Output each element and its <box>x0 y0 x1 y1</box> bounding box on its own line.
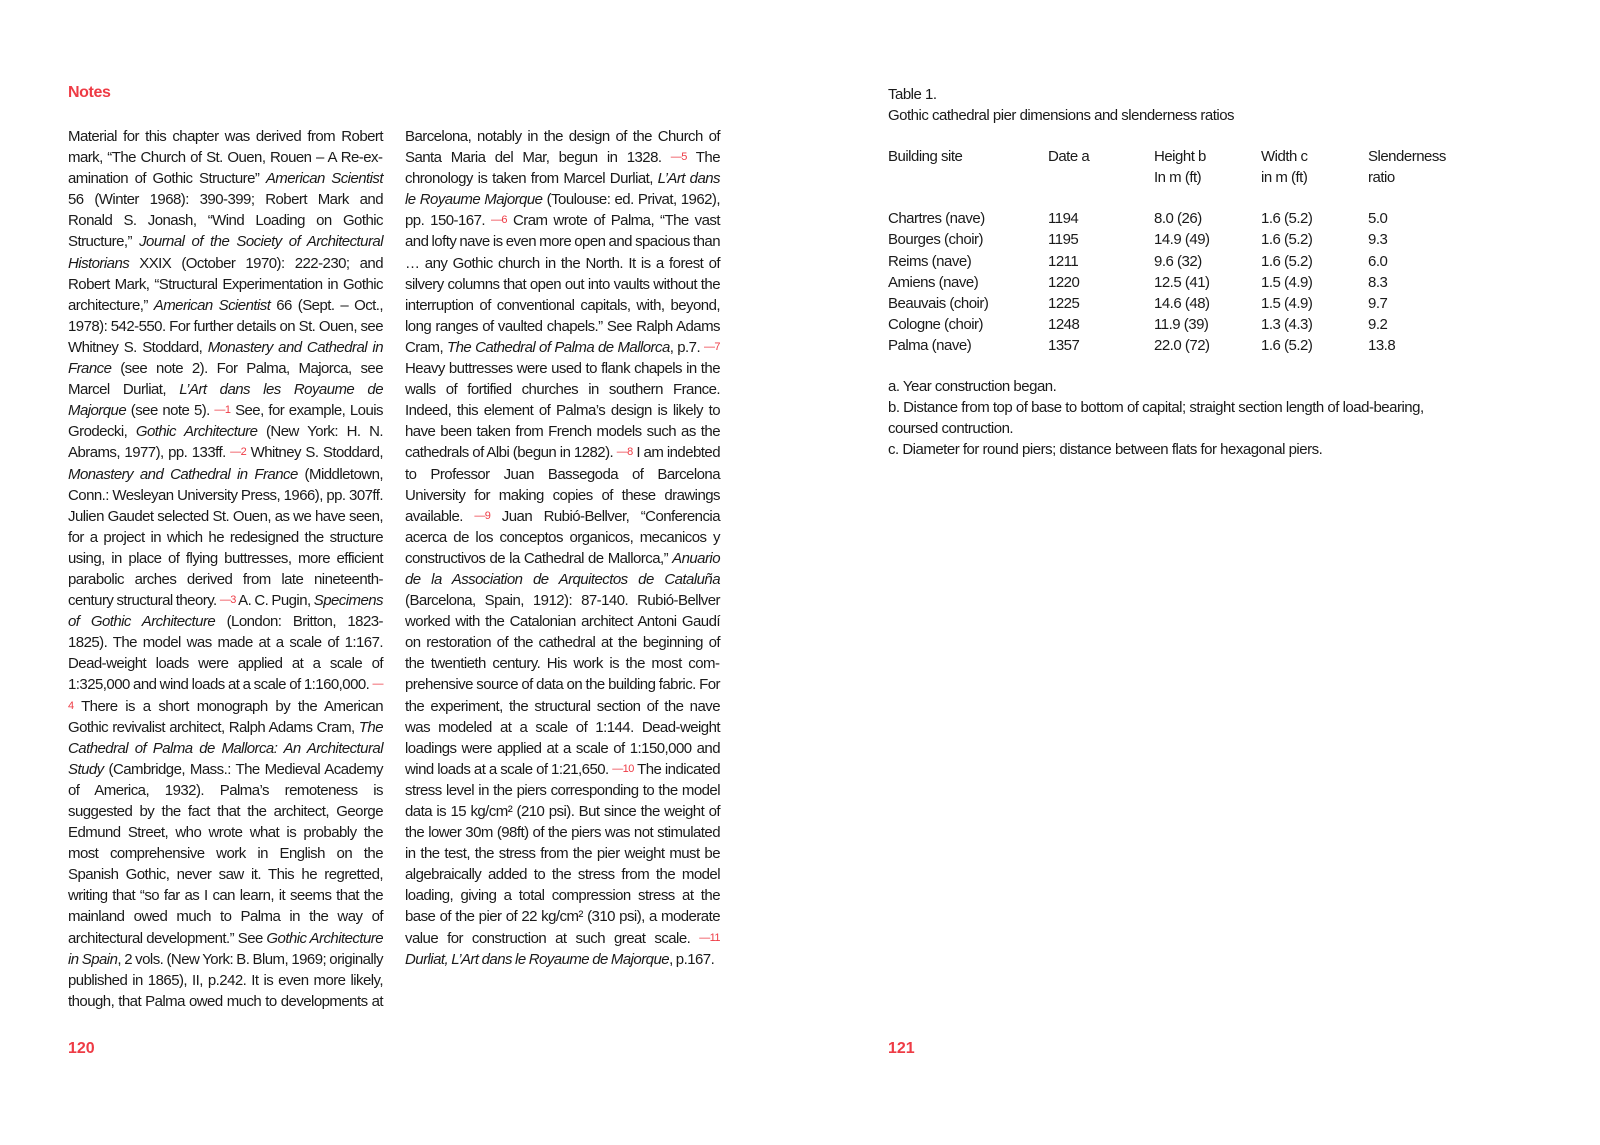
table-footnote: c. Diameter for round piers; distance between flats for hexagonal piers. <box>888 441 1323 459</box>
column-header: in m (ft) <box>1261 169 1308 187</box>
note-text: I am indebted to Professor Juan Bassegoda of Barcelona University for making copies of these drawings available. <box>405 444 720 525</box>
table-cell: 1194 <box>1048 210 1079 228</box>
table-footnote: b. Distance from top of base to bottom of capital; straight section length of load-bearing, coursed contruction. <box>888 399 1424 438</box>
italic-title: The Cathedral of Palma de Mallorca: An Architectural Study <box>68 718 383 778</box>
italic-title: Anuario de la Association de Arquitectos de Cataluña <box>405 549 720 588</box>
table-header-row <box>888 167 1458 208</box>
note-text: (see note 5). <box>126 402 215 420</box>
note-marker: —7 <box>703 340 720 353</box>
italic-title: Monastery and Cathedral in France <box>68 465 298 483</box>
table-cell: Cologne (choir) <box>888 315 984 333</box>
column-header <box>888 167 1048 208</box>
italic-title: American Scientist <box>265 170 384 188</box>
table-cell: 1225 <box>1048 294 1080 312</box>
column-header: Slenderness <box>1368 148 1446 166</box>
table-cell: 1.6 (5.2) <box>1261 252 1313 270</box>
note-text: (see note 2). For Palma, Majorca, see Marcel Durliat, <box>68 360 383 399</box>
table-cell: Amiens (nave) <box>888 273 979 291</box>
italic-title: Specimens of Gothic Architecture <box>68 592 383 631</box>
column-header: Height b <box>1154 148 1206 166</box>
italic-title: Monastery and Cathedral in France <box>68 338 383 378</box>
table-cell: 12.5 (41) <box>1154 273 1210 291</box>
table-cell: 11.9 (39) <box>1154 315 1209 333</box>
table-cell: 9.3 <box>1368 231 1388 249</box>
table-label: Table 1. <box>888 86 937 103</box>
table-cell: 1.6 (5.2) <box>1261 336 1313 354</box>
note-text: The indicated stress level in the piers corresponding to the model data is 15 kg/cm² (210 psi). But since the weight of the lower 30m (98ft) of the piers was not stimulated in the test, the stress from the pier weight must be algebraically added to the stress from the model loading, giving a total compression stress at the base of the pier of 22 kg/cm² (310 psi), a moderate value for construction at such great scale. <box>405 760 720 947</box>
table-cell: 9.2 <box>1368 315 1388 333</box>
note-text: (Cambridge, Mass.: The Medieval Academy of America, 1932). Palma’s remoteness is suggested by the fact that the architect, George Edmund Street, who wrote what is probably the most comprehensive work in English on the Spanish Gothic, never saw it. This he regretted, writing that “so far as I can learn, it seems that the mainland owed much to Palma in the way of architectural development.” See <box>68 760 383 947</box>
pier-table <box>888 146 1458 356</box>
column-header <box>1048 167 1154 208</box>
column-header: Width c <box>1261 148 1308 166</box>
column-header: ratio <box>1368 169 1395 187</box>
table-cell: 13.8 <box>1368 336 1396 354</box>
table-cell: 1.3 (4.3) <box>1261 315 1313 333</box>
note-text: (New York: H. N. Abrams, 1977), pp. 133ff. <box>68 423 383 462</box>
table-cell: 14.9 (49) <box>1154 231 1210 249</box>
note-marker: —3 <box>219 594 236 607</box>
italic-title: American Scientist <box>153 296 271 314</box>
note-text: (London: Britton, 1823- 1825). The model was made at a scale of 1:167. Dead-weight loads were applied at a scale of 1:325,000 and wind loads at a scale of 1:160,000. <box>68 613 383 694</box>
table-cell: Chartres (nave) <box>888 210 985 228</box>
table-block <box>888 84 1458 460</box>
table-row <box>888 335 1458 356</box>
table-cell: 1357 <box>1048 336 1080 354</box>
note-text: Material for this chapter was derived from Robert mark, “The Church of St. Ouen, Rouen – A Re-examination of Gothic Structure” <box>68 128 383 188</box>
note-marker: —8 <box>616 446 633 459</box>
column-header: In m (ft) <box>1154 169 1202 187</box>
table-footnote: a. Year construction began. <box>888 378 1057 396</box>
table-row <box>888 208 1458 229</box>
note-marker: —6 <box>490 214 507 227</box>
table-cell: 8.0 (26) <box>1154 210 1202 228</box>
note-marker: —1 <box>214 404 231 417</box>
note-text: Whitney S. Stoddard, <box>246 444 383 462</box>
note-marker: —10 <box>612 762 634 775</box>
italic-title: Gothic Architecture <box>135 423 258 441</box>
italic-title: Journal of the Society of Architectural Historians <box>68 233 383 272</box>
table-cell: Beauvais (choir) <box>888 294 989 312</box>
table-header-row <box>888 146 1458 167</box>
note-text: , p.7. <box>669 338 704 356</box>
table-cell: 1248 <box>1048 315 1080 333</box>
table-row <box>888 272 1458 293</box>
notes-body <box>68 126 720 1026</box>
note-marker: —5 <box>670 151 687 164</box>
table-cell: Reims (nave) <box>888 252 972 270</box>
column-header: Date a <box>1048 148 1090 166</box>
table-row <box>888 251 1458 272</box>
note-text: Juan Rubió-Bellver, “Conferencia acerca de los conceptos organicos, mecanicos y constructivos de la Cathedral de Mallorca,” <box>405 507 720 567</box>
table-cell: 1195 <box>1048 231 1079 249</box>
table-cell: 9.6 (32) <box>1154 252 1202 270</box>
note-text: , p.167. <box>669 950 715 968</box>
note-text: Heavy buttresses were used to flank chapels in the walls of fortified churches in southern France. Indeed, this element of Palma’s design is likely to have been taken from French models such as the cathedrals of Albi (begun in 1282). <box>405 360 720 462</box>
note-text: There is a short monograph by the American Gothic revivalist architect, Ralph Adams Cram, <box>68 697 383 736</box>
table-cell: 1220 <box>1048 273 1080 291</box>
table-row <box>888 293 1458 314</box>
table-cell: 6.0 <box>1368 252 1388 270</box>
table-cell: 1.6 (5.2) <box>1261 231 1313 249</box>
table-cell: Bourges (choir) <box>888 231 984 249</box>
note-marker: —11 <box>699 931 720 944</box>
table-row <box>888 314 1458 335</box>
italic-title: Gothic Architecture in Spain <box>68 929 383 968</box>
note-text: (Toulouse: ed. Privat, 1962), pp. 150-167. <box>405 191 720 230</box>
italic-title: The Cathedral of Palma de Mallorca <box>446 338 670 356</box>
note-text: Cram wrote of Palma, “The vast and lofty nave is even more open and spacious than … any Gothic church in the North. It is a forest of silvery columns that open out into vaults without the interruption of conventional capitals, with, beyond, long ranges of vaulted chapels.” See Ralph Adams Cram, <box>405 212 720 356</box>
note-marker: —9 <box>474 509 491 522</box>
table-cell: 1.5 (4.9) <box>1261 294 1313 312</box>
page-number-left: 120 <box>68 1040 95 1057</box>
table-cell: Palma (nave) <box>888 336 972 354</box>
note-text: (Middletown, Conn.: Wesleyan University Press, 1966), pp. 307ff. Julien Gaudet selected St. Ouen, as we have seen, for a project in which he redesigned the structure using, in place of flying buttresses, more efficient parabolic arches derived from late nineteenth-century structural theory. <box>68 465 383 610</box>
table-cell: 9.7 <box>1368 294 1388 312</box>
table-cell: 5.0 <box>1368 210 1388 228</box>
table-title: Gothic cathedral pier dimensions and slenderness ratios <box>888 107 1235 125</box>
table-cell: 1.5 (4.9) <box>1261 273 1313 291</box>
table-footnotes <box>888 376 1448 460</box>
note-text: A. C. Pugin, <box>235 592 314 610</box>
notes-heading: Notes <box>68 84 111 101</box>
table-cell: 14.6 (48) <box>1154 294 1210 312</box>
note-text: See, for example, Louis Grodecki, <box>68 402 383 441</box>
note-text: 56 (Winter 1968): 390-399; Robert Mark and Ronald S. Jonash, “Wind Loading on Gothic Structure,” <box>68 191 383 251</box>
table-cell: 1.6 (5.2) <box>1261 210 1313 228</box>
italic-title: L’Art dans les Royaume de Majorque <box>68 381 383 420</box>
italic-title: L’Art dans le Royaume Majorque <box>405 170 720 209</box>
table-cell: 8.3 <box>1368 273 1388 291</box>
column-header: Building site <box>888 148 963 166</box>
note-text: XXIX (October 1970): 222-230; and Robert Mark, “Structural Experimentation in Gothic architecture,” <box>68 254 383 314</box>
note-text: The chronology is taken from Marcel Durliat, <box>405 149 720 188</box>
page-number-right: 121 <box>888 1040 915 1057</box>
italic-title: Durliat, L’Art dans le Royaume de Majorque <box>405 950 670 968</box>
note-text: 66 (Sept. – Oct., 1978): 542-550. For further details on St. Ouen, see Whitney S. Stoddard, <box>68 296 384 356</box>
table-cell: 1211 <box>1048 252 1079 270</box>
table-cell: 22.0 (72) <box>1154 336 1210 354</box>
note-marker: —4 <box>68 678 383 712</box>
note-text: , 2 vols. (New York: B. Blum, 1969; originally published in 1865), II, p.242. It is even more likely, though, that Palma owed much to developments at Barcelona, notably in the design of the Church of Santa Maria del Mar, begun in 1328. <box>68 128 720 1010</box>
note-marker: —2 <box>230 446 247 459</box>
table-row <box>888 229 1458 250</box>
note-text: (Barcelona, Spain, 1912): 87-140. Rubió-Bellver worked with the Catalonian architect Antoni Gaudí on restoration of the cathedral at the beginning of the twentieth century. His work is the most comprehensive source of data on the building fabric. For the experiment, the structural section of the nave was modeled at a scale of 1:144. Dead-weight loadings were applied at a scale of 1:150,000 and wind loads at a scale of 1:21,650. <box>405 592 720 778</box>
